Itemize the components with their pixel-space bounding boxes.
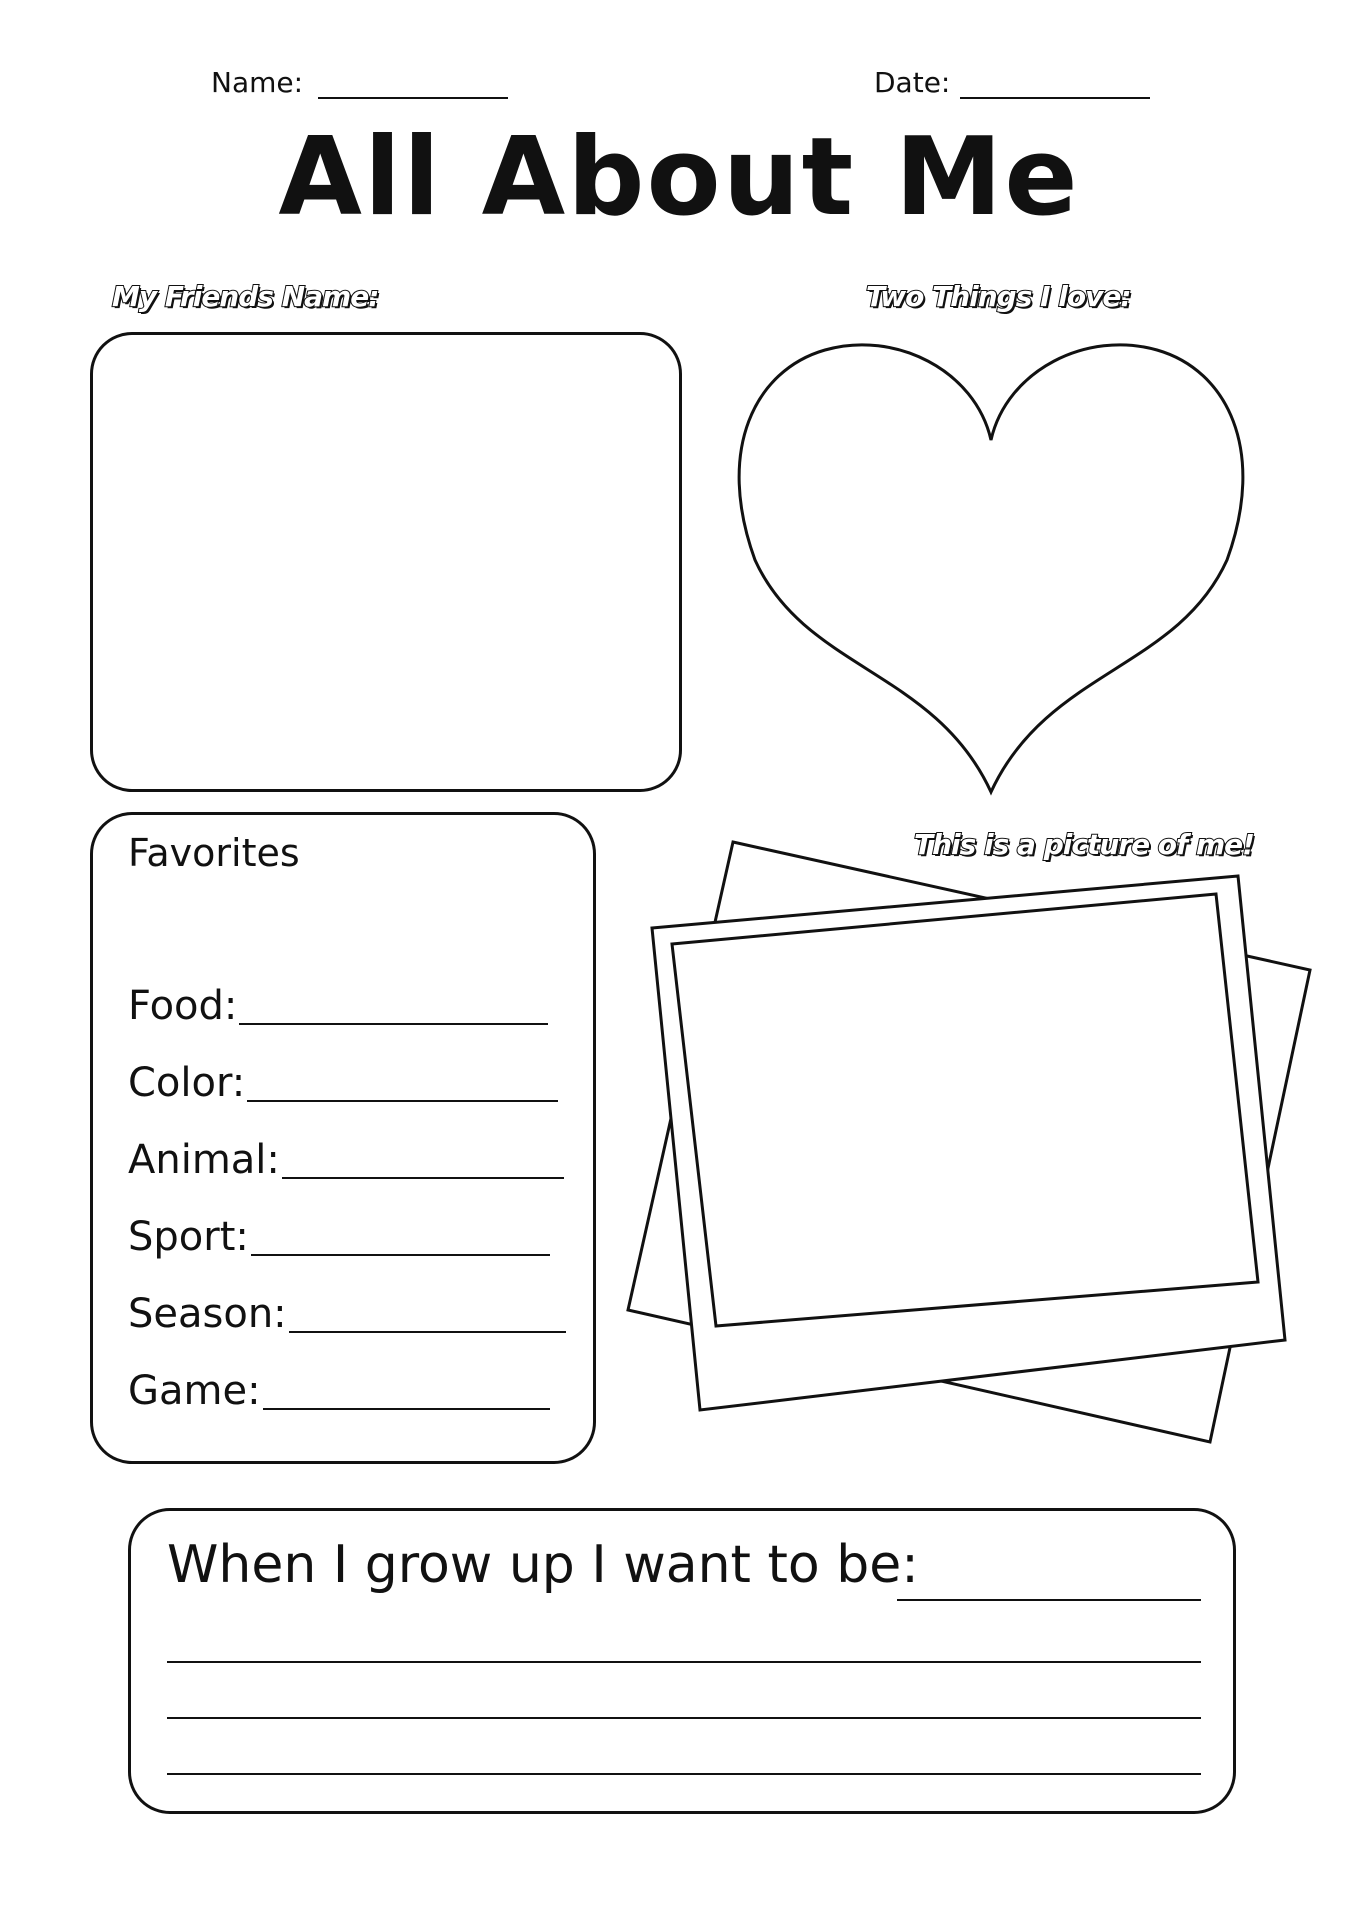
favorite-game-field[interactable] bbox=[263, 1408, 550, 1410]
favorite-food-label: Food: bbox=[128, 983, 238, 1029]
future-box bbox=[128, 1508, 1236, 1814]
favorite-season-label: Season: bbox=[128, 1291, 287, 1337]
favorite-food-field[interactable] bbox=[239, 1023, 548, 1025]
page-title: All About Me bbox=[278, 115, 1080, 240]
favorite-animal-row[interactable] bbox=[128, 1133, 564, 1183]
photo-drop-area[interactable] bbox=[680, 900, 1250, 1320]
writing-line-1[interactable] bbox=[167, 1661, 1201, 1663]
favorite-sport-field[interactable] bbox=[251, 1254, 550, 1256]
writing-line-3[interactable] bbox=[167, 1773, 1201, 1775]
date-field[interactable] bbox=[960, 97, 1150, 99]
heart-shape[interactable] bbox=[735, 330, 1247, 800]
favorite-sport-row[interactable] bbox=[128, 1210, 550, 1260]
favorite-animal-label: Animal: bbox=[128, 1137, 280, 1183]
favorite-animal-field[interactable] bbox=[282, 1177, 564, 1179]
favorites-heading: Favorites bbox=[128, 831, 300, 875]
favorite-color-field[interactable] bbox=[247, 1100, 558, 1102]
favorite-color-row[interactable] bbox=[128, 1056, 558, 1106]
favorite-season-field[interactable] bbox=[289, 1331, 566, 1333]
loves-heading: Two Things I love: bbox=[866, 280, 1131, 313]
favorite-season-row[interactable] bbox=[128, 1287, 566, 1337]
favorite-food-row[interactable] bbox=[128, 979, 548, 1029]
friends-box[interactable] bbox=[90, 332, 682, 792]
friends-heading: My Friends Name: bbox=[112, 280, 379, 313]
writing-line-2[interactable] bbox=[167, 1717, 1201, 1719]
favorite-game-label: Game: bbox=[128, 1368, 261, 1414]
favorite-sport-label: Sport: bbox=[128, 1214, 249, 1260]
name-field[interactable] bbox=[318, 97, 508, 99]
future-prompt: When I grow up I want to be: bbox=[167, 1535, 919, 1595]
favorite-color-label: Color: bbox=[128, 1060, 246, 1106]
favorite-game-row[interactable] bbox=[128, 1364, 550, 1414]
future-answer-field[interactable] bbox=[897, 1599, 1201, 1601]
favorites-box bbox=[90, 812, 596, 1464]
picture-heading: This is a picture of me! bbox=[914, 828, 1254, 861]
name-label: Name: bbox=[211, 66, 304, 99]
date-label: Date: bbox=[874, 66, 951, 99]
